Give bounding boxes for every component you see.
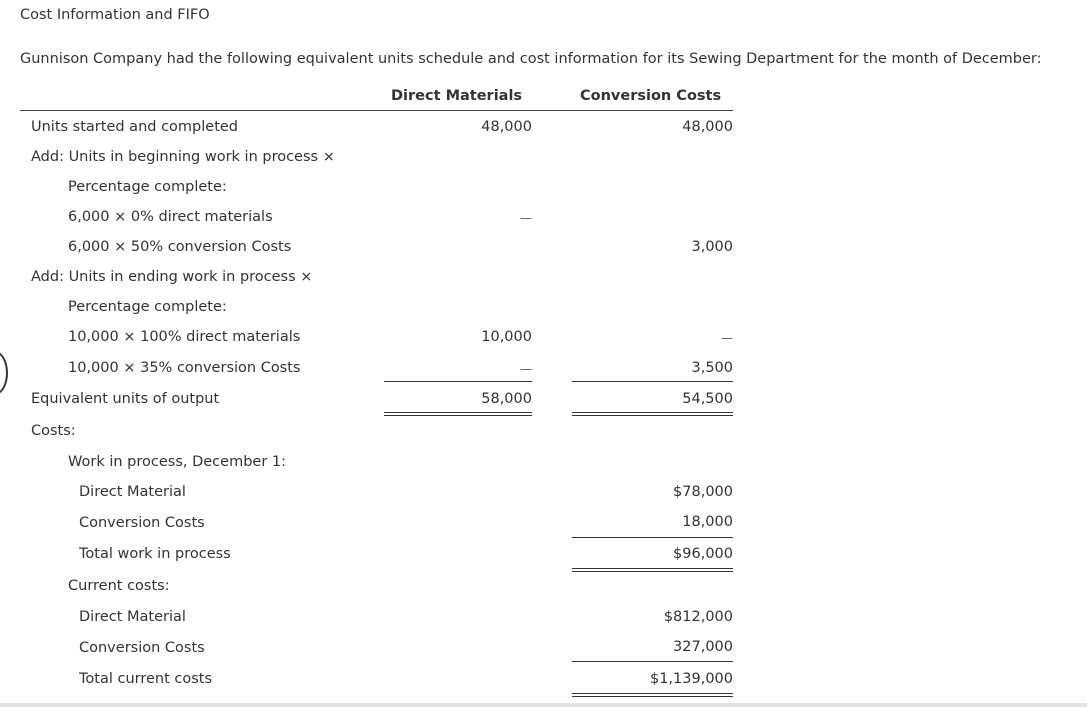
row-label-beg-direct-materials: 6,000 × 0% direct materials <box>68 209 273 225</box>
value-end-cc: 3,500 <box>691 360 733 376</box>
value-started-completed-dm: 48,000 <box>481 119 532 135</box>
row-label-end-direct-materials: 10,000 × 100% direct materials <box>68 329 301 345</box>
total-double-rule-current-bottom <box>572 696 733 697</box>
table-top-rule <box>20 110 733 111</box>
bottom-scroll-edge <box>0 703 1087 707</box>
total-double-rule-wip-bottom <box>572 571 733 572</box>
value-end-dm: 10,000 <box>481 329 532 345</box>
intro-text: Gunnison Company had the following equivalent units schedule and cost information for its Sewing Department for the month of December: <box>20 51 1042 67</box>
total-double-rule-dm-bottom <box>384 415 532 416</box>
row-label-current-conversion-costs: Conversion Costs <box>79 640 205 656</box>
value-current-direct-material: $812,000 <box>663 609 733 625</box>
total-double-rule-dm-top <box>384 412 532 413</box>
row-label-end-conversion-costs: 10,000 × 35% conversion Costs <box>68 360 301 376</box>
subtotal-rule-current <box>572 661 733 662</box>
column-header-direct-materials: Direct Materials <box>391 88 523 104</box>
subtotal-rule-cc <box>572 381 733 382</box>
row-label-add-beginning-wip: Add: Units in beginning work in process × <box>31 149 335 165</box>
value-wip-conversion-costs: 18,000 <box>682 514 733 530</box>
partial-circle-edge <box>0 351 8 395</box>
row-label-add-ending-wip: Add: Units in ending work in process × <box>31 269 313 285</box>
value-end-dm-cc-dash: — <box>721 331 733 345</box>
row-label-current-direct-material: Direct Material <box>79 609 186 625</box>
total-double-rule-wip-top <box>572 568 733 569</box>
value-started-completed-cc: 48,000 <box>682 119 733 135</box>
total-double-rule-cc-bottom <box>572 415 733 416</box>
row-label-wip-conversion-costs: Conversion Costs <box>79 515 205 531</box>
subtotal-rule-wip <box>572 537 733 538</box>
value-current-conversion-costs: 327,000 <box>673 639 733 655</box>
row-label-wip-direct-material: Direct Material <box>79 484 186 500</box>
subtotal-rule-dm <box>384 381 532 382</box>
row-label-started-completed: Units started and completed <box>31 119 239 135</box>
value-equivalent-dm: 58,000 <box>481 391 532 407</box>
wip-dec-1-label: Work in process, December 1: <box>68 454 287 470</box>
row-label-percentage-complete: Percentage complete: <box>68 299 227 315</box>
row-label-beg-conversion-costs: 6,000 × 50% conversion Costs <box>68 239 292 255</box>
value-end-cc-dm-dash: — <box>520 362 532 376</box>
row-label-total-current-costs: Total current costs <box>79 671 213 687</box>
value-total-wip: $96,000 <box>673 546 733 562</box>
row-label-percentage-complete: Percentage complete: <box>68 179 227 195</box>
total-double-rule-current-top <box>572 693 733 694</box>
value-equivalent-cc: 54,500 <box>682 391 733 407</box>
value-beg-cc: 3,000 <box>691 239 733 255</box>
row-label-total-wip: Total work in process <box>79 546 231 562</box>
current-costs-label: Current costs: <box>68 578 170 594</box>
value-wip-direct-material: $78,000 <box>673 484 733 500</box>
section-heading: Cost Information and FIFO <box>20 7 210 23</box>
total-double-rule-cc-top <box>572 412 733 413</box>
value-total-current-costs: $1,139,000 <box>649 671 733 687</box>
costs-label: Costs: <box>31 423 76 439</box>
value-beg-dm-dash: — <box>520 211 532 225</box>
row-label-equivalent-units: Equivalent units of output <box>31 391 220 407</box>
column-header-conversion-costs: Conversion Costs <box>580 88 722 104</box>
